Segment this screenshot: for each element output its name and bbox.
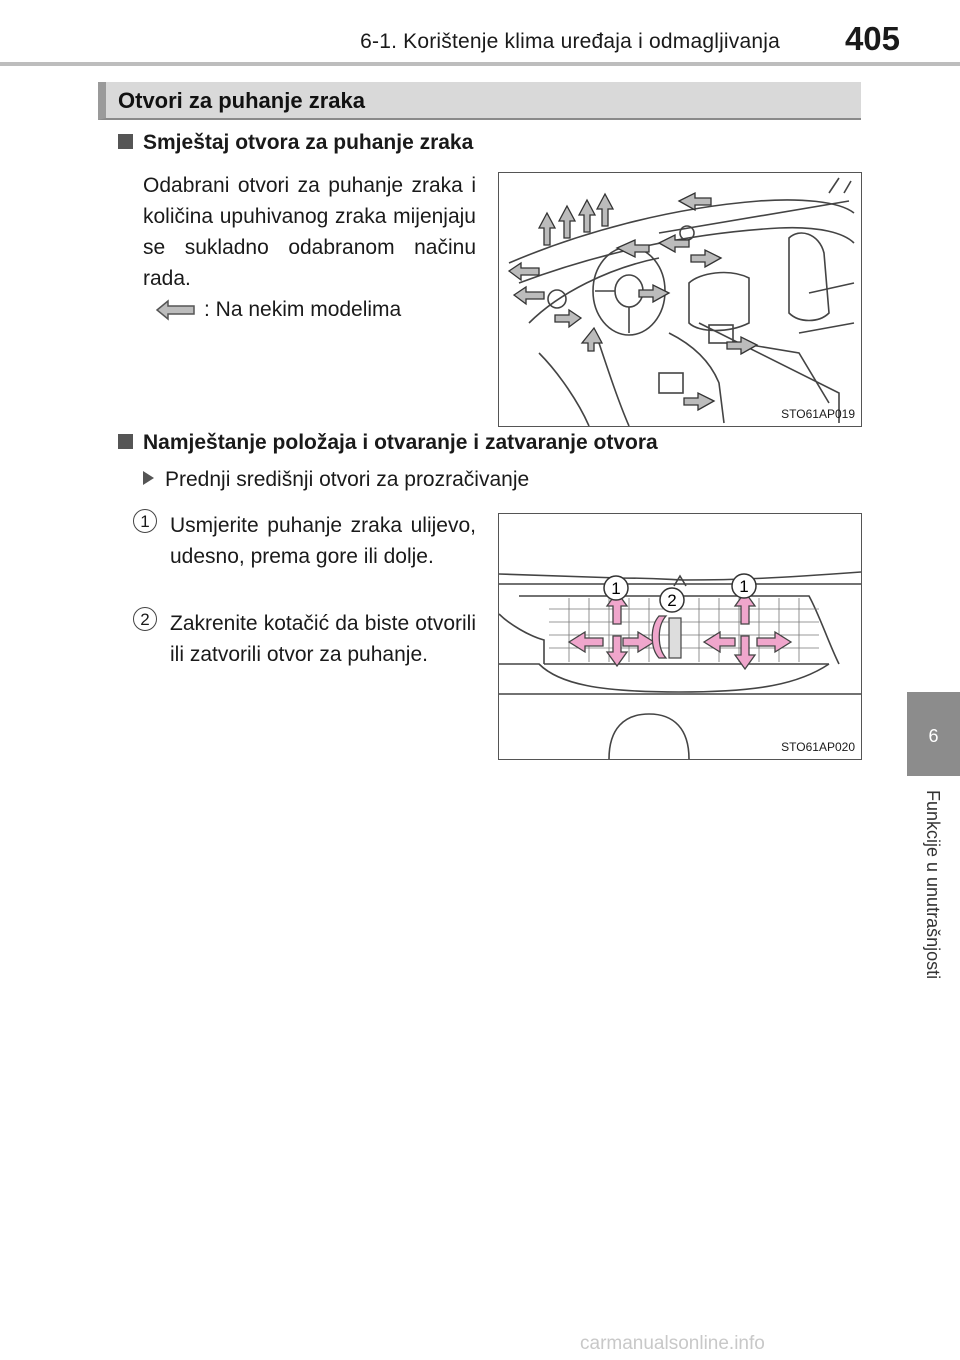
intro-paragraph: Odabrani otvori za puhanje zraka i količina upuhivanog zraka mijenjaju se sukladno odabranom načinu rada. <box>143 174 476 290</box>
page-number: 405 <box>844 20 900 57</box>
square-bullet-icon <box>118 134 133 149</box>
bullet-item <box>143 468 529 492</box>
optional-arrow-icon <box>156 299 196 321</box>
callout-label: 1 <box>611 579 621 598</box>
square-bullet-icon <box>118 434 133 449</box>
step-number-badge: 1 <box>133 509 157 533</box>
running-header: 6-1. Korištenje klima uređaja i odmagljivanja <box>360 30 780 53</box>
triangle-bullet-icon <box>143 471 154 485</box>
subsection-heading-text: Smještaj otvora za puhanje zraka <box>143 131 474 154</box>
watermark: carmanualsonline.info <box>580 1333 765 1354</box>
subsection-heading-1 <box>118 131 473 155</box>
chapter-number: 6 <box>928 726 939 746</box>
legend <box>156 298 401 322</box>
chapter-tab <box>907 692 960 776</box>
header-divider <box>0 62 960 66</box>
section-title-bar <box>98 82 861 120</box>
chapter-label-text: Funkcije u unutrašnjosti <box>923 790 943 980</box>
chapter-label <box>921 790 947 1020</box>
subsection-heading-2 <box>118 431 658 455</box>
step-1-text: Usmjerite puhanje zraka ulijevo, udesno, prema gore ili dolje. <box>170 514 476 568</box>
figure-code: STO61AP019 <box>781 407 855 421</box>
figure-code: STO61AP020 <box>781 740 855 754</box>
legend-text: : Na nekim modelima <box>204 298 402 321</box>
step-2-text: Zakrenite kotačić da biste otvorili ili zatvorili otvor za puhanje. <box>170 612 476 666</box>
center-vent-illustration <box>499 514 861 759</box>
center-vent-figure <box>498 513 862 760</box>
vent-location-figure <box>498 172 862 427</box>
callout-label: 2 <box>667 591 677 610</box>
step-number-badge: 2 <box>133 607 157 631</box>
dashboard-illustration <box>499 173 861 426</box>
bullet-text: Prednji središnji otvori za prozračivanje <box>165 468 530 491</box>
section-title: Otvori za puhanje zraka <box>118 88 365 113</box>
callout-label: 1 <box>739 577 749 596</box>
subsection-heading-text: Namještanje položaja i otvaranje i zatvaranje otvora <box>143 431 658 454</box>
